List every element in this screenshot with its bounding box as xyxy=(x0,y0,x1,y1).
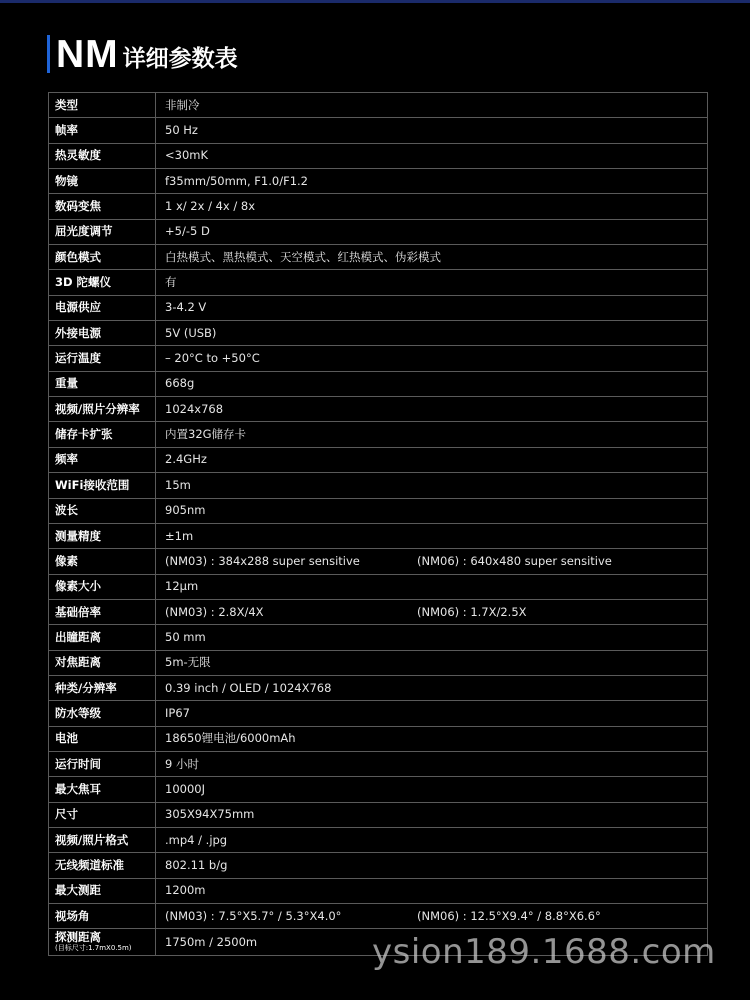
spec-value: 有 xyxy=(165,275,177,290)
spec-value-cell xyxy=(156,650,708,675)
spec-label: 最大测距 xyxy=(55,883,101,898)
spec-value: 1750m / 2500m xyxy=(165,934,258,949)
spec-label: 种类/分辨率 xyxy=(55,680,117,695)
spec-label: 最大焦耳 xyxy=(55,781,101,796)
table-row xyxy=(49,219,708,244)
spec-value: f35mm/50mm, F1.0/F1.2 xyxy=(165,173,308,188)
spec-label-cell xyxy=(49,473,156,498)
spec-value: +5/-5 D xyxy=(165,224,210,239)
spec-label-cell xyxy=(49,523,156,548)
spec-label-cell xyxy=(49,802,156,827)
spec-value: (NM03) : 2.8X/4X xyxy=(165,604,264,619)
spec-value-cell xyxy=(156,549,708,574)
table-row xyxy=(49,726,708,751)
spec-label: 对焦距离 xyxy=(55,655,101,670)
spec-value: 1200m xyxy=(165,883,206,898)
spec-label: 波长 xyxy=(55,503,78,518)
table-row xyxy=(49,422,708,447)
spec-label-cell xyxy=(49,827,156,852)
spec-label: 数码变焦 xyxy=(55,199,101,214)
title-accent-bar xyxy=(47,35,50,73)
spec-label: WiFi接收范围 xyxy=(55,477,130,492)
spec-value: <30mK xyxy=(165,148,209,163)
table-row xyxy=(49,751,708,776)
table-row xyxy=(49,321,708,346)
spec-label: 视频/照片分辨率 xyxy=(55,401,140,416)
spec-value: (NM03) : 7.5°X5.7° / 5.3°X4.0° xyxy=(165,908,342,923)
spec-value: 5m-无限 xyxy=(165,655,211,670)
spec-label: 测量精度 xyxy=(55,528,101,543)
spec-value: 2.4GHz xyxy=(165,452,207,467)
table-row xyxy=(49,599,708,624)
spec-label-cell xyxy=(49,777,156,802)
spec-label-cell xyxy=(49,549,156,574)
spec-label: 电源供应 xyxy=(55,300,101,315)
table-row xyxy=(49,650,708,675)
spec-value-cell xyxy=(156,675,708,700)
table-row xyxy=(49,802,708,827)
spec-value: 305X94X75mm xyxy=(165,807,255,822)
spec-value: IP67 xyxy=(165,705,190,720)
table-row xyxy=(49,473,708,498)
table-row xyxy=(49,675,708,700)
spec-label-cell xyxy=(49,574,156,599)
spec-value: (NM03) : 384x288 super sensitive xyxy=(165,553,360,568)
watermark: ysion189.1688.com xyxy=(372,932,716,972)
spec-value: 905nm xyxy=(165,503,206,518)
spec-label: 屈光度调节 xyxy=(55,224,113,239)
table-row xyxy=(49,701,708,726)
spec-value-cell xyxy=(156,473,708,498)
spec-value-cell xyxy=(156,878,708,903)
table-row xyxy=(49,118,708,143)
spec-value: 50 Hz xyxy=(165,123,198,138)
spec-value: 1024x768 xyxy=(165,401,224,416)
table-row xyxy=(49,549,708,574)
table-row xyxy=(49,523,708,548)
spec-value: 1 x/ 2x / 4x / 8x xyxy=(165,199,256,214)
spec-label: 帧率 xyxy=(55,123,78,138)
spec-label: 颜色模式 xyxy=(55,249,101,264)
spec-value-cell xyxy=(156,498,708,523)
spec-value-cell xyxy=(156,853,708,878)
table-row xyxy=(49,194,708,219)
spec-value-cell xyxy=(156,523,708,548)
spec-value-cell xyxy=(156,777,708,802)
top-divider xyxy=(0,0,750,3)
spec-table-body xyxy=(49,93,708,956)
table-row xyxy=(49,346,708,371)
spec-label: 像素 xyxy=(55,553,78,568)
spec-label-cell xyxy=(49,422,156,447)
spec-label: 类型 xyxy=(55,97,78,112)
spec-value: 5V (USB) xyxy=(165,325,217,340)
spec-label: 视场角 xyxy=(55,908,90,923)
spec-value-cell xyxy=(156,93,708,118)
spec-label-cell xyxy=(49,878,156,903)
spec-value-cell xyxy=(156,625,708,650)
spec-label: 探测距离 xyxy=(55,930,101,945)
spec-value: 内置32G储存卡 xyxy=(165,427,247,442)
spec-label-cell xyxy=(49,245,156,270)
spec-value: 非制冷 xyxy=(165,97,200,112)
spec-value-secondary: (NM06) : 1.7X/2.5X xyxy=(417,604,527,619)
spec-label-cell xyxy=(49,447,156,472)
spec-label-cell xyxy=(49,726,156,751)
table-row xyxy=(49,169,708,194)
spec-label: 3D 陀螺仪 xyxy=(55,275,112,290)
spec-label: 外接电源 xyxy=(55,325,101,340)
spec-value-cell xyxy=(156,346,708,371)
spec-label: 运行时间 xyxy=(55,756,101,771)
spec-label: 尺寸 xyxy=(55,807,78,822)
spec-value: 50 mm xyxy=(165,629,206,644)
spec-value-cell xyxy=(156,295,708,320)
spec-label-cell xyxy=(49,371,156,396)
spec-label-cell xyxy=(49,675,156,700)
spec-label-cell xyxy=(49,650,156,675)
spec-value-cell xyxy=(156,574,708,599)
spec-value-cell xyxy=(156,422,708,447)
table-row xyxy=(49,93,708,118)
spec-label-cell xyxy=(49,929,156,956)
spec-value: 15m xyxy=(165,477,191,492)
spec-value-cell xyxy=(156,118,708,143)
spec-label: 储存卡扩张 xyxy=(55,427,113,442)
table-row xyxy=(49,447,708,472)
spec-label: 热灵敏度 xyxy=(55,148,101,163)
spec-value-cell xyxy=(156,219,708,244)
spec-value: 18650锂电池/6000mAh xyxy=(165,731,296,746)
spec-label-cell xyxy=(49,853,156,878)
spec-value: 9 小时 xyxy=(165,756,199,771)
spec-value-cell xyxy=(156,245,708,270)
table-row xyxy=(49,904,708,929)
spec-value-cell xyxy=(156,397,708,422)
spec-value: 10000J xyxy=(165,781,205,796)
spec-value: 3-4.2 V xyxy=(165,300,207,315)
spec-value-cell xyxy=(156,143,708,168)
spec-sublabel: (目标尺寸:1.7mX0.5m) xyxy=(55,944,132,953)
spec-value-cell xyxy=(156,701,708,726)
table-row xyxy=(49,625,708,650)
table-row xyxy=(49,498,708,523)
spec-value-cell xyxy=(156,751,708,776)
spec-value: 0.39 inch / OLED / 1024X768 xyxy=(165,680,332,695)
spec-value-cell xyxy=(156,726,708,751)
spec-value-cell xyxy=(156,802,708,827)
spec-label-cell xyxy=(49,904,156,929)
spec-value-cell xyxy=(156,904,708,929)
spec-value-cell xyxy=(156,169,708,194)
table-row xyxy=(49,270,708,295)
table-row xyxy=(49,777,708,802)
spec-value: .mp4 / .jpg xyxy=(165,832,228,847)
spec-value-cell xyxy=(156,321,708,346)
title-text: 详细参数表 xyxy=(122,46,238,72)
spec-label: 物镜 xyxy=(55,173,78,188)
spec-label: 频率 xyxy=(55,452,78,467)
spec-label-cell xyxy=(49,346,156,371)
spec-label-cell xyxy=(49,219,156,244)
spec-label: 运行温度 xyxy=(55,351,101,366)
spec-label: 视频/照片格式 xyxy=(55,832,129,847)
spec-label-cell xyxy=(49,625,156,650)
spec-value: – 20°C to +50°C xyxy=(165,351,260,366)
table-row xyxy=(49,295,708,320)
spec-label: 重量 xyxy=(55,376,78,391)
spec-value-cell xyxy=(156,194,708,219)
spec-value-cell xyxy=(156,827,708,852)
spec-label-cell xyxy=(49,751,156,776)
spec-value: 802.11 b/g xyxy=(165,857,228,872)
spec-value: 668g xyxy=(165,376,195,391)
spec-value-secondary: (NM06) : 640x480 super sensitive xyxy=(417,553,612,568)
table-row xyxy=(49,853,708,878)
spec-value-cell xyxy=(156,599,708,624)
spec-label-cell xyxy=(49,169,156,194)
spec-label-cell xyxy=(49,143,156,168)
spec-label-cell xyxy=(49,397,156,422)
spec-value-cell xyxy=(156,270,708,295)
table-row xyxy=(49,827,708,852)
spec-label-cell xyxy=(49,295,156,320)
spec-label-cell xyxy=(49,599,156,624)
spec-label: 出瞳距离 xyxy=(55,629,101,644)
spec-label-cell xyxy=(49,270,156,295)
spec-label: 像素大小 xyxy=(55,579,101,594)
table-row xyxy=(49,245,708,270)
spec-label: 基础倍率 xyxy=(55,604,101,619)
spec-label-cell xyxy=(49,701,156,726)
page-title xyxy=(47,32,238,76)
spec-value-cell xyxy=(156,371,708,396)
table-row xyxy=(49,143,708,168)
spec-value-cell xyxy=(156,447,708,472)
table-row xyxy=(49,371,708,396)
spec-value: 12μm xyxy=(165,579,199,594)
table-row xyxy=(49,878,708,903)
table-row xyxy=(49,574,708,599)
spec-label-cell xyxy=(49,498,156,523)
spec-label-cell xyxy=(49,118,156,143)
title-model: NM xyxy=(56,33,119,76)
table-row xyxy=(49,397,708,422)
spec-label: 无线频道标准 xyxy=(55,857,124,872)
spec-value-secondary: (NM06) : 12.5°X9.4° / 8.8°X6.6° xyxy=(417,908,601,923)
spec-value: ±1m xyxy=(165,528,194,543)
spec-label-cell xyxy=(49,321,156,346)
spec-label-cell xyxy=(49,93,156,118)
spec-label: 防水等级 xyxy=(55,705,101,720)
spec-table xyxy=(48,92,708,956)
spec-value: 白热模式、黑热模式、天空模式、红热模式、伪彩模式 xyxy=(165,249,441,264)
spec-label-cell xyxy=(49,194,156,219)
spec-label: 电池 xyxy=(55,731,78,746)
